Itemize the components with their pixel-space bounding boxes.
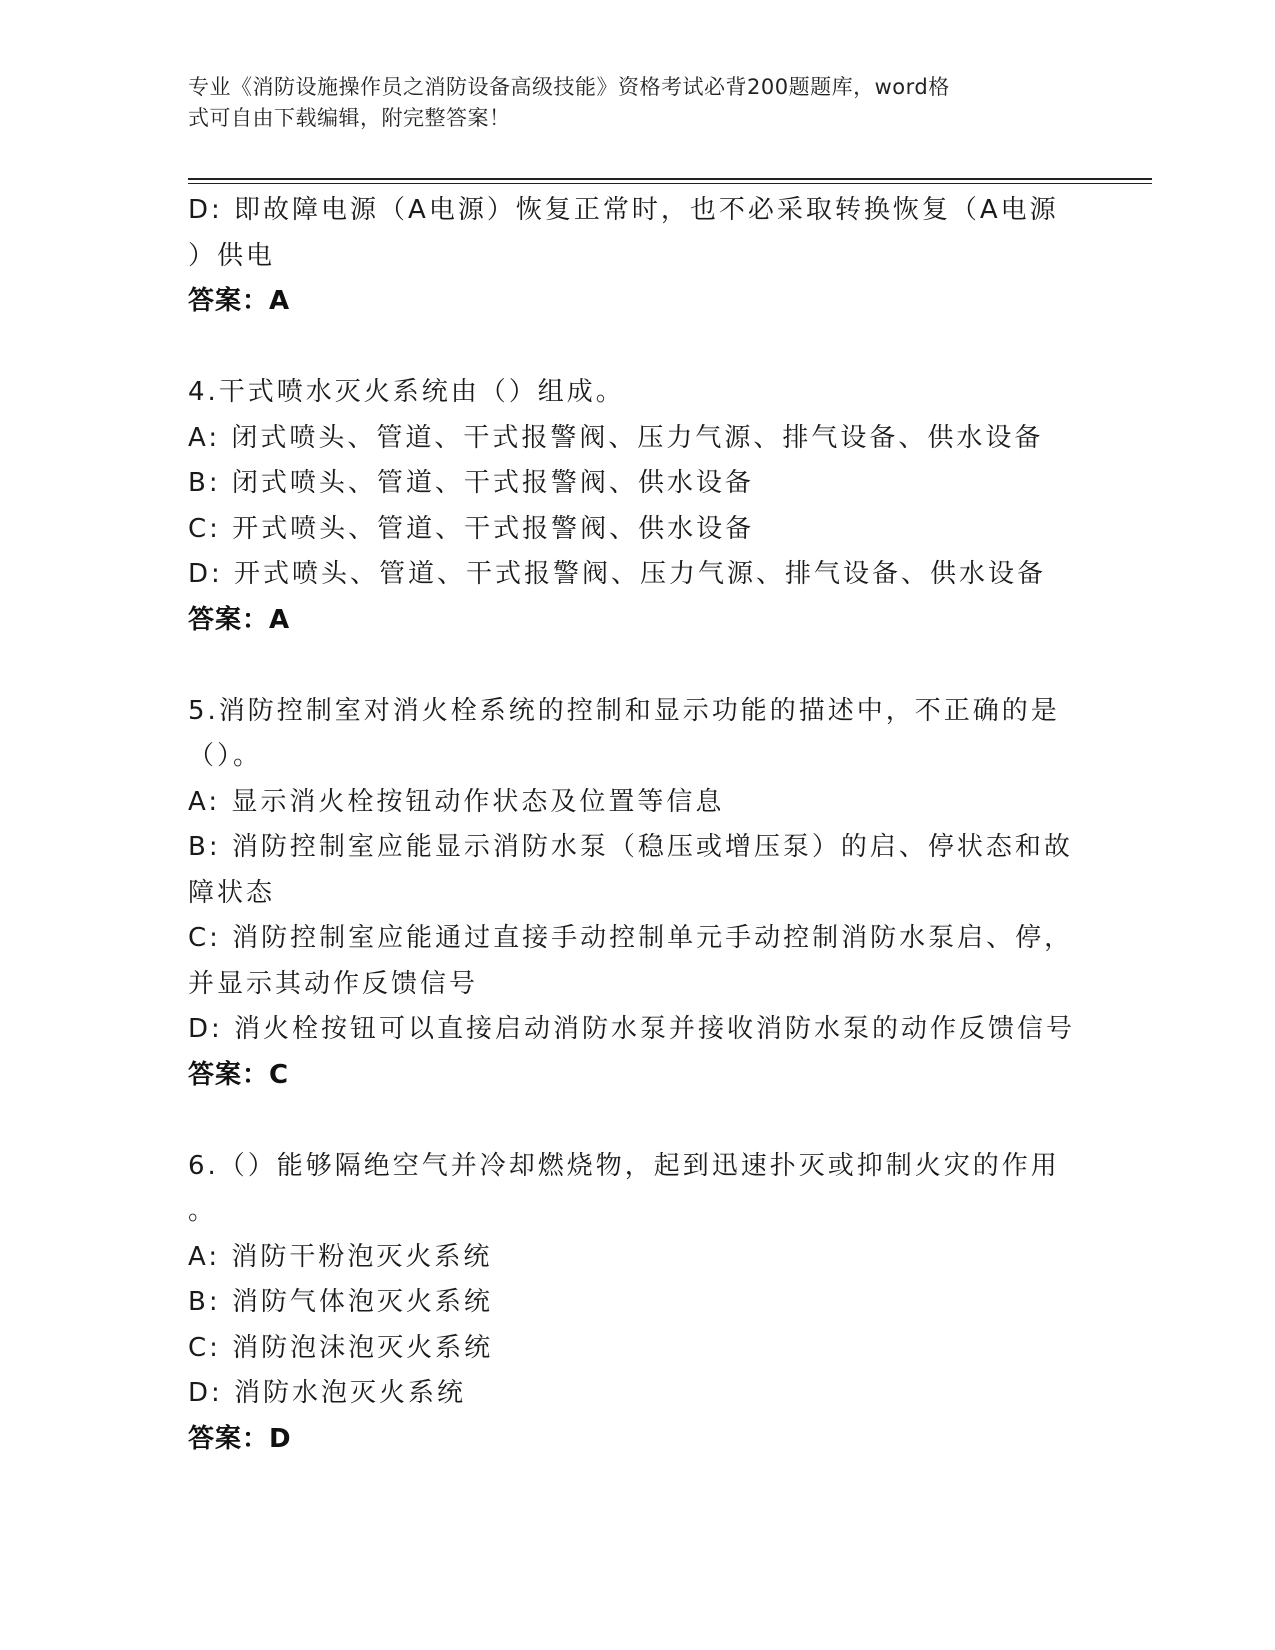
document-header bbox=[188, 72, 1088, 134]
option-d-continued: ）供电 bbox=[188, 240, 276, 271]
question-text: 4.干式喷水灭火系统由（）组成。 bbox=[188, 377, 625, 407]
question-block-3 bbox=[188, 188, 1108, 325]
spacer bbox=[188, 1098, 1108, 1144]
option-a: A: 闭式喷头、管道、干式报警阀、压力气源、排气设备、供水设备 bbox=[188, 422, 1044, 453]
header-rule-thin bbox=[188, 183, 1152, 184]
question-text-continued: 。 bbox=[188, 1196, 218, 1226]
question-content bbox=[188, 188, 1108, 1462]
question-block-4 bbox=[188, 370, 1108, 643]
answer-label: 答案：D bbox=[188, 1423, 292, 1454]
question-text: 5.消防控制室对消火栓系统的控制和显示功能的描述中，不正确的是 bbox=[188, 695, 1060, 726]
option-c-continued: 并显示其动作反馈信号 bbox=[188, 968, 479, 999]
option-c: C: 消防泡沫泡灭火系统 bbox=[188, 1332, 494, 1363]
header-rule-thick bbox=[188, 178, 1152, 180]
option-b: B: 消防控制室应能显示消防水泵（稳压或增压泵）的启、停状态和故 bbox=[188, 832, 1073, 862]
option-d: D: 消火栓按钮可以直接启动消防水泵并接收消防水泵的动作反馈信号 bbox=[188, 1014, 1076, 1044]
option-d: D: 即故障电源（A电源）恢复正常时，也不必采取转换恢复（A电源 bbox=[188, 195, 1059, 225]
spacer bbox=[188, 643, 1108, 689]
option-c: C: 消防控制室应能通过直接手动控制单元手动控制消防水泵启、停， bbox=[188, 923, 1074, 953]
header-line-2: 式可自由下载编辑，附完整答案！ bbox=[188, 106, 511, 130]
answer-label: 答案：C bbox=[188, 1059, 290, 1090]
option-a: A: 显示消火栓按钮动作状态及位置等信息 bbox=[188, 786, 725, 817]
option-d: D: 开式喷头、管道、干式报警阀、压力气源、排气设备、供水设备 bbox=[188, 559, 1047, 589]
option-b: B: 消防气体泡灭火系统 bbox=[188, 1287, 493, 1317]
question-text-continued: （）。 bbox=[188, 741, 263, 771]
option-b: B: 闭式喷头、管道、干式报警阀、供水设备 bbox=[188, 468, 754, 498]
question-block-5 bbox=[188, 689, 1108, 1099]
answer-label: 答案：A bbox=[188, 604, 291, 635]
option-a: A: 消防干粉泡灭火系统 bbox=[188, 1241, 493, 1272]
answer-label: 答案：A bbox=[188, 286, 291, 316]
option-d: D: 消防水泡灭火系统 bbox=[188, 1378, 467, 1408]
option-c: C: 开式喷头、管道、干式报警阀、供水设备 bbox=[188, 513, 755, 544]
header-line-1: 专业《消防设施操作员之消防设备高级技能》资格考试必背200题题库，word格 bbox=[188, 75, 950, 99]
question-block-6 bbox=[188, 1144, 1108, 1463]
spacer bbox=[188, 325, 1108, 371]
option-b-continued: 障状态 bbox=[188, 877, 276, 908]
question-text: 6.（）能够隔绝空气并冷却燃烧物，起到迅速扑灭或抑制火灾的作用 bbox=[188, 1150, 1060, 1181]
